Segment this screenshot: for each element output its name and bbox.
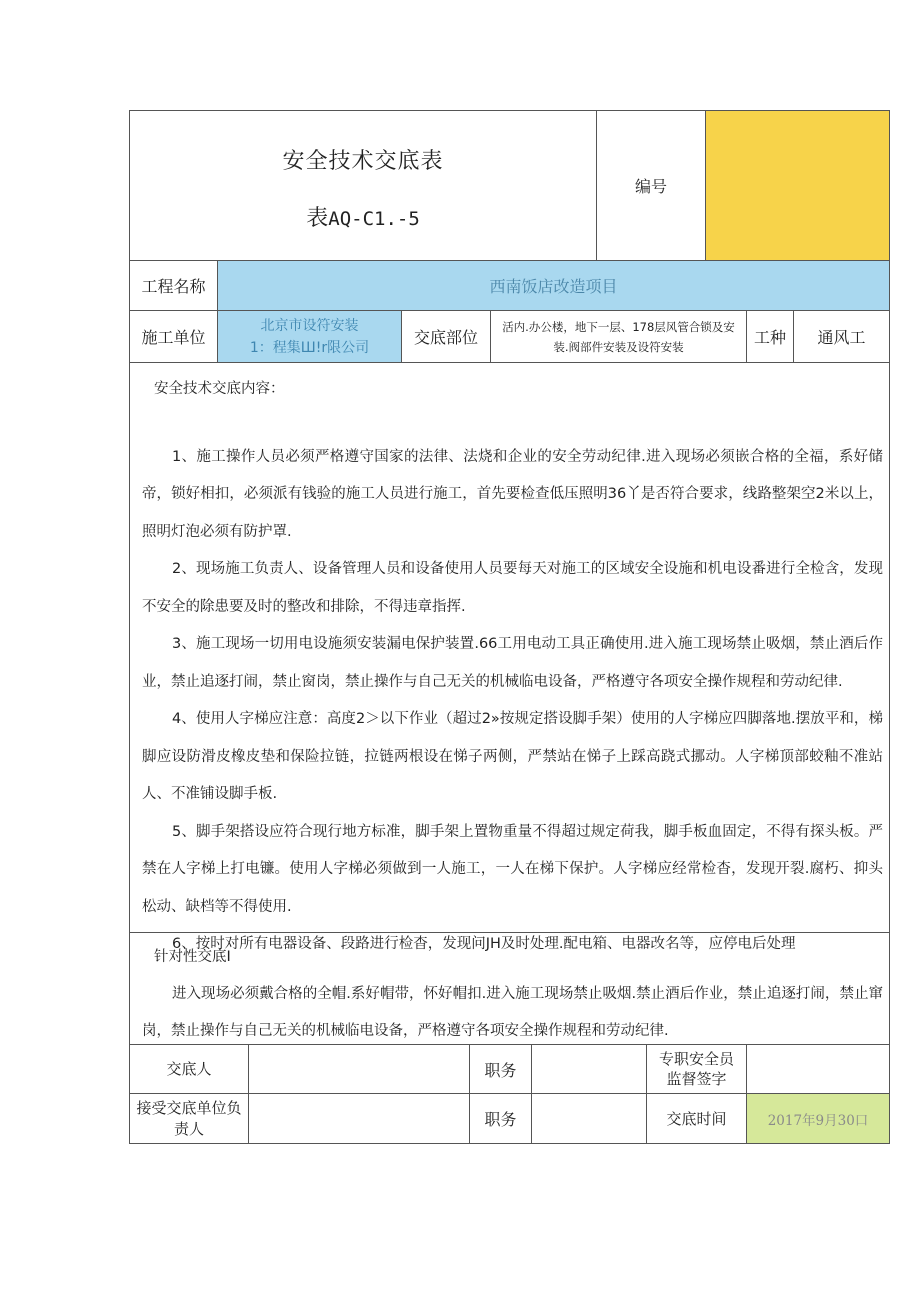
targeted-text: 进入现场必须戴合格的全帽.系好帽带，怀好帽扣.进入施工现场禁止吸烟.禁止酒后作业，禁止追逐打闹，禁止窜岗，禁止操作与自己无关的机械临电设备，严格遵守各项安全操作规程和劳动纪律. (142, 986, 883, 1039)
position-label-2: 职务 (470, 1094, 532, 1143)
receiver-value[interactable] (249, 1094, 470, 1143)
discloser-label: 交底人 (130, 1045, 249, 1093)
subtitle-prefix: 表 (306, 205, 329, 231)
content-paragraph-4: 4、使用人字梯应注意：高度2＞以下作业（超过2»按规定搭设脚手架）使用的人字梯应四脚落地.摆放平和，梯脚应设防滑皮橡皮垫和保险拉链，拉链两根设在悌子两侧，严禁站在悌子上踩高跷式挪动。人字梯顶部蛟釉不准站人、不准铺设脚手板. (142, 711, 883, 802)
project-row (130, 261, 889, 311)
unit-value-line2: 1：程集Ш!r限公司 (249, 339, 370, 356)
position-value-1[interactable] (532, 1045, 647, 1093)
safety-disclosure-form (129, 110, 890, 1144)
targeted-heading: 针对性交底I (154, 949, 231, 965)
content-paragraph-6: 6、按时对所有电器设备、段路进行检杳，发现问JH及时处理.配电箱、电器改名等，应停电后处理 (172, 936, 796, 952)
disclosure-time-value[interactable]: 2017年9月30口 (747, 1094, 889, 1143)
part-value-line2: 装.阀部件安装及设符安装 (553, 339, 684, 354)
form-subtitle (306, 201, 420, 232)
signature-row-1 (130, 1045, 889, 1094)
safety-label-line1: 专职安全员 (658, 1050, 734, 1068)
content-paragraph-2: 2、现场施工负责人、设备管理人员和设备使用人员要每天对施工的区域安全设施和机电设番进行全检含，发现不安全的除患要及时的整改和排除，不得违章指挥. (142, 561, 883, 615)
title-cell (130, 111, 597, 260)
content-paragraph-3: 3、施工现场一切用电设施须安装漏电保护装置.66工用电动工具正确使用.进入施工现场禁止吸烟，禁止酒后作业，禁止追逐打闹，禁止窗岗，禁止操作与自己无关的机械临电设备，严格遵守各项安全操作规程和劳动纪律. (142, 636, 883, 690)
unit-value-line1: 北京市设符安装 (260, 317, 359, 334)
receiver-label: 接受交底单位负责人 (130, 1094, 249, 1143)
safety-officer-label (647, 1045, 747, 1093)
unit-row (130, 311, 889, 363)
trade-value[interactable]: 通风工 (817, 328, 866, 347)
safety-label-line2: 监督签字 (666, 1070, 727, 1088)
construction-unit-value[interactable] (218, 311, 402, 362)
disclosure-part-label: 交底部位 (402, 311, 491, 362)
content-heading: 安全技术交底内容： (154, 381, 285, 397)
position-value-2[interactable] (532, 1094, 647, 1143)
disclosure-part-value[interactable] (491, 311, 747, 362)
safety-officer-signature[interactable] (747, 1045, 889, 1093)
disclosure-content-row (130, 363, 889, 952)
disclosure-content[interactable] (130, 363, 889, 964)
project-name-label: 工程名称 (130, 261, 218, 310)
position-label-1: 职务 (470, 1045, 532, 1093)
trade-label: 工种 (747, 311, 794, 362)
form-title: 安全技术交底表 (282, 148, 444, 174)
discloser-value[interactable] (249, 1045, 470, 1093)
part-value-line1: 活内.办公楼，地下一层、178层风管合锁及安 (502, 319, 735, 334)
number-value[interactable] (706, 111, 889, 260)
construction-unit-label: 施工单位 (130, 311, 218, 362)
form-header-row (130, 111, 889, 261)
project-name-value[interactable]: 西南饭店改造项目 (218, 261, 889, 310)
signature-row-2 (130, 1094, 889, 1143)
form-code: AQ-C1.-5 (328, 207, 420, 230)
number-label: 编号 (597, 111, 706, 260)
disclosure-time-label: 交底时间 (647, 1094, 747, 1143)
content-paragraph-1: 1、施工操作人员必须严格遵守国家的法律、法烧和企业的安全劳动纪律.进入现场必须嵌合格的全福，系好储帝，锁好相扣，必须派有钱验的施工人员进行施工，首先要检查低压照明36丫是否符合要求，线路整架空2米以上，照明灯泡必须有防护罩. (142, 448, 883, 540)
content-paragraph-5: 5、脚手架搭设应符合现行地方标准，脚手架上置物重量不得超过规定荷我，脚手板血固定，不得有探头板。严禁在人字梯上打电镰。使用人字梯必须做到一人施工，一人在梯下保护。人字梯应经常检杳，发现开裂.腐朽、抑头松动、缺档等不得使用. (142, 823, 883, 915)
